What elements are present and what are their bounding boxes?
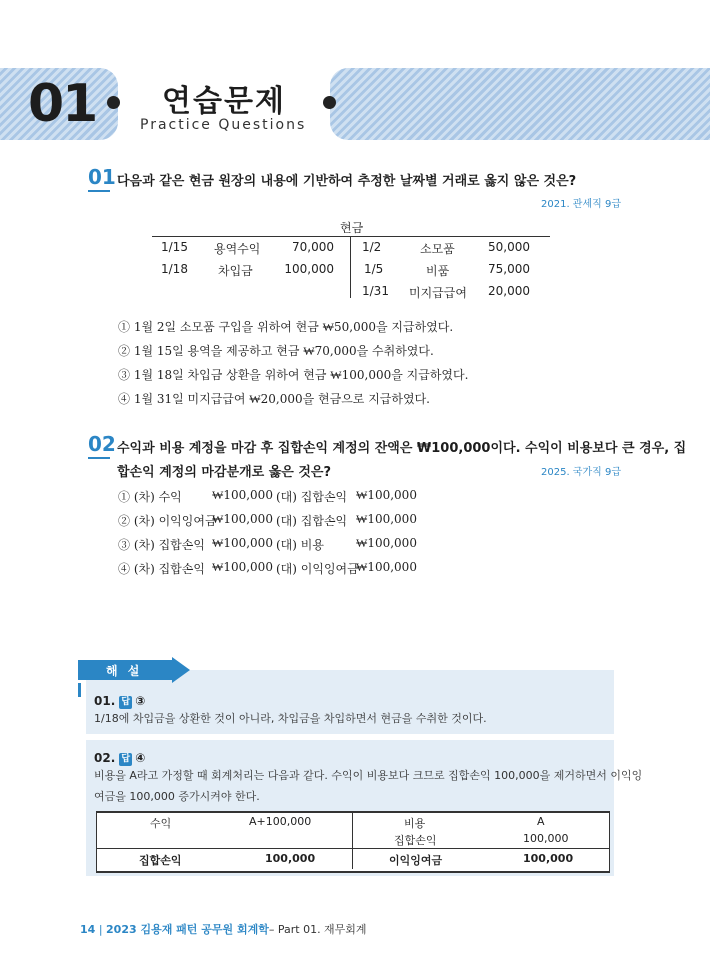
answer-option-dr: ① (차) 수익 [118, 490, 182, 504]
answer-badge-icon: 답 [119, 696, 132, 709]
book-title: 2023 김용재 패턴 공무원 회계학 [106, 923, 269, 936]
ledger-amount: 70,000 [292, 240, 334, 254]
explanation-text: 1/18에 차입금을 상환한 것이 아니라, 차입금을 차입하면서 현금을 수취한 것이다. [94, 712, 487, 725]
page-subtitle: Practice Questions [140, 117, 307, 133]
ledger-item: 용역수익 [214, 242, 261, 256]
answer-option-cr: (대) 집합손익 [276, 514, 348, 528]
journal-label: 이익잉여금 [389, 854, 443, 867]
ledger-item: 미지급급여 [409, 286, 467, 300]
question-source: 2021. 관세직 9급 [541, 199, 621, 210]
answer-option-dr-amount: ₩100,000 [212, 512, 273, 526]
ledger-item: 비품 [426, 264, 450, 278]
ledger-amount: 20,000 [488, 284, 530, 298]
question-number: 02 [88, 432, 116, 456]
footer-separator: | [98, 923, 103, 936]
part-title: – Part 01. 재무회계 [268, 923, 367, 936]
question-text: 다음과 같은 현금 원장의 내용에 기반하여 추정한 날짜별 거래로 옳지 않은 것은? [117, 174, 577, 189]
ledger-date: 1/31 [362, 284, 389, 298]
explanation-label: 해 설 [106, 664, 143, 678]
ledger-date: 1/15 [161, 240, 188, 254]
ledger-item: 소모품 [420, 242, 455, 256]
journal-label: 수익 [150, 817, 172, 830]
journal-amount: 100,000 [523, 832, 569, 845]
answer-option: ② 1월 15일 용역을 제공하고 현금 ₩70,000을 수취하였다. [118, 344, 434, 358]
explanation-bar [78, 683, 81, 697]
answer-value: ③ [135, 694, 146, 708]
ledger-date: 1/5 [364, 262, 384, 276]
journal-label: 비용 [404, 817, 426, 830]
ledger-amount: 75,000 [488, 262, 530, 276]
ledger-date: 1/2 [362, 240, 382, 254]
answer-option-dr-amount: ₩100,000 [212, 560, 273, 574]
ledger-amount: 50,000 [488, 240, 530, 254]
explanation-text: 여금을 100,000 증가시켜야 한다. [94, 790, 260, 803]
journal-amount: A+100,000 [249, 815, 312, 828]
answer-option: ③ 1월 18일 차입금 상환을 위하여 현금 ₩100,000을 지급하였다. [118, 368, 469, 382]
answer-option: ④ 1월 31일 미지급급여 ₩20,000을 현금으로 지급하였다. [118, 392, 430, 406]
journal-label: 집합손익 [394, 834, 437, 847]
answer-option-dr: ③ (차) 집합손익 [118, 538, 205, 552]
question-source: 2025. 국가직 9급 [541, 467, 621, 478]
answer-option-cr-amount: ₩100,000 [356, 512, 417, 526]
answer-option: ① 1월 2일 소모품 구입을 위하여 현금 ₩50,000을 지급하였다. [118, 320, 454, 334]
ledger-item: 차입금 [218, 264, 253, 278]
ledger-divider [350, 236, 351, 298]
answer-option-dr-amount: ₩100,000 [212, 536, 273, 550]
answer-option-cr-amount: ₩100,000 [356, 536, 417, 550]
explanation-text: 비용을 A라고 가정할 때 회계처리는 다음과 같다. 수익이 비용보다 크므로 집합손익 100,000을 제거하면서 이익잉 [94, 769, 643, 782]
journal-amount: A [537, 815, 545, 828]
answer-option-dr: ④ (차) 집합손익 [118, 562, 205, 576]
question-number: 01 [88, 165, 116, 189]
page-footer [80, 921, 367, 937]
header-stripe-right [330, 68, 710, 140]
explanation-head: 01. 답 ③ [94, 694, 146, 708]
page-number: 14 [80, 923, 96, 936]
chapter-number: 01 [28, 74, 97, 134]
bullet-dot-icon [107, 96, 120, 109]
answer-option-dr-amount: ₩100,000 [212, 488, 273, 502]
bullet-dot-icon [323, 96, 336, 109]
answer-option-cr: (대) 이익잉여금 [276, 562, 359, 576]
ledger-title: 현금 [340, 221, 364, 235]
journal-amount: 100,000 [265, 852, 316, 865]
journal-amount: 100,000 [523, 852, 574, 865]
question-text: 수익과 비용 계정을 마감 후 집합손익 계정의 잔액은 ₩100,000이다. 수익이 비용보다 큰 경우, 집 [117, 441, 687, 456]
journal-divider [352, 812, 353, 869]
question-text: 합손익 계정의 마감분개로 옳은 것은? [117, 465, 332, 480]
explanation-head: 02. 답 ④ [94, 751, 146, 765]
answer-option-dr: ② (차) 이익잉여금 [118, 514, 217, 528]
answer-option-cr: (대) 집합손익 [276, 490, 348, 504]
ledger-amount: 100,000 [284, 262, 334, 276]
answer-option-cr-amount: ₩100,000 [356, 488, 417, 502]
page-title: 연습문제 [162, 84, 286, 119]
ledger-top-line [152, 236, 550, 237]
journal-row-line [96, 848, 610, 849]
answer-option-cr-amount: ₩100,000 [356, 560, 417, 574]
journal-label: 집합손익 [139, 854, 182, 867]
answer-value: ④ [135, 751, 146, 765]
answer-badge-icon: 답 [119, 753, 132, 766]
ledger-date: 1/18 [161, 262, 188, 276]
answer-option-cr: (대) 비용 [276, 538, 324, 552]
